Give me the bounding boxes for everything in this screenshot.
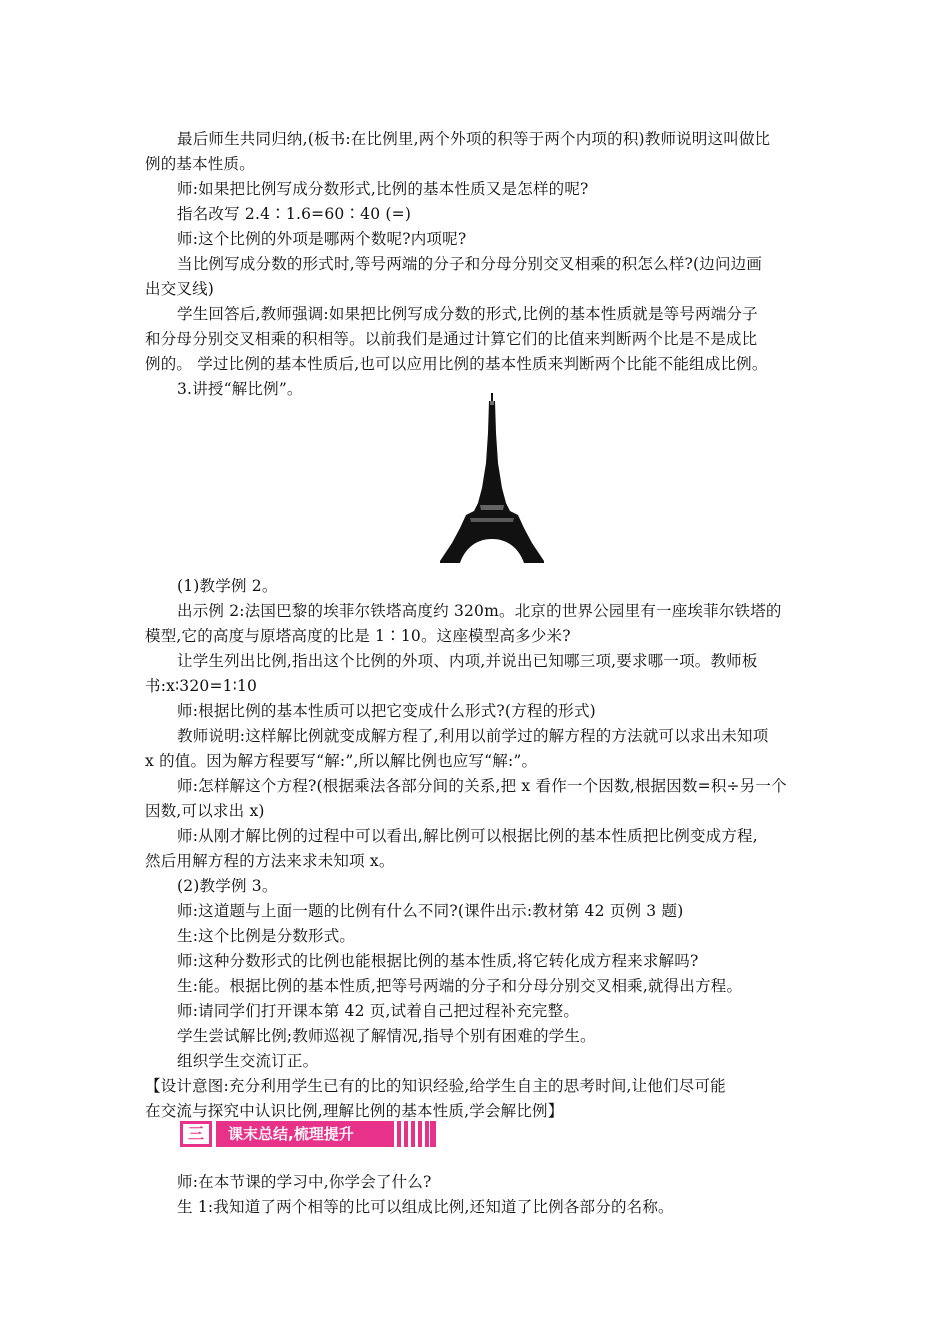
- section-title-bar: [216, 1121, 436, 1147]
- paragraph-line: 学生回答后,教师强调:如果把比例写成分数的形式,比例的基本性质就是等号两端分子: [177, 305, 758, 323]
- paragraph-line: 指名改写 2.4∶1.6=60∶40 (=): [177, 205, 412, 223]
- paragraph-line: 生 1:我知道了两个相等的比可以组成比例,还知道了比例各部分的名称。: [177, 1198, 674, 1216]
- paragraph-line: 师:在本节课的学习中,你学会了什么?: [177, 1173, 432, 1191]
- paragraph-line: 师:从刚才解比例的过程中可以看出,解比例可以根据比例的基本性质把比例变成方程,: [177, 827, 758, 845]
- paragraph-line: 例的基本性质。: [145, 155, 255, 173]
- paragraph-line: 学生尝试解比例;教师巡视了解情况,指导个别有困难的学生。: [177, 1027, 596, 1045]
- paragraph-line: 师:这道题与上面一题的比例有什么不同?(课件出示:教材第 42 页例 3 题): [177, 902, 684, 920]
- paragraph-line: 书:x∶320=1∶10: [145, 677, 258, 695]
- paragraph-line: 生:这个比例是分数形式。: [177, 927, 356, 945]
- paragraph-line: 师:如果把比例写成分数形式,比例的基本性质又是怎样的呢?: [177, 180, 589, 198]
- section-title: 课末总结,梳理提升: [228, 1125, 354, 1143]
- paragraph-line: 出示例 2:法国巴黎的埃菲尔铁塔高度约 320m。北京的世界公园里有一座埃菲尔铁塔的: [177, 602, 782, 620]
- paragraph-line: 师:怎样解这个方程?(根据乘法各部分间的关系,把 x 看作一个因数,根据因数=积÷另一个: [177, 777, 787, 795]
- paragraph-line: (1)教学例 2。: [177, 577, 278, 595]
- paragraph-line: 例的。 学过比例的基本性质后,也可以应用比例的基本性质来判断两个比能不能组成比例。: [145, 355, 768, 373]
- paragraph-line: x 的值。因为解方程要写“解:”,所以解比例也应写“解:”。: [145, 752, 538, 770]
- paragraph-line: 模型,它的高度与原塔高度的比是 1∶10。这座模型高多少米?: [145, 627, 571, 645]
- decorative-stripes: [390, 1121, 430, 1147]
- paragraph-line: 出交叉线): [145, 280, 215, 298]
- paragraph-line: (2)教学例 3。: [177, 877, 278, 895]
- design-intent-line: 【设计意图:充分利用学生已有的比的知识经验,给学生自主的思考时间,让他们尽可能: [145, 1077, 726, 1095]
- paragraph-line: 和分母分别交叉相乘的积相等。以前我们是通过计算它们的比值来判断两个比是不是成比: [145, 330, 758, 348]
- eiffel-tower-image: [440, 393, 544, 563]
- design-intent-line: 在交流与探究中认识比例,理解比例的基本性质,学会解比例】: [145, 1102, 564, 1120]
- paragraph-line: 然后用解方程的方法来求未知项 x。: [145, 852, 395, 870]
- paragraph-line: 组织学生交流订正。: [177, 1052, 319, 1070]
- paragraph-line: 让学生列出比例,指出这个比例的外项、内项,并说出已知哪三项,要求哪一项。教师板: [177, 652, 758, 670]
- section-number: 三: [183, 1124, 209, 1144]
- paragraph-line: 生:能。根据比例的基本性质,把等号两端的分子和分母分别交叉相乘,就得出方程。: [177, 977, 743, 995]
- section-number-box: [180, 1121, 212, 1147]
- paragraph-line: 师:这种分数形式的比例也能根据比例的基本性质,将它转化成方程来求解吗?: [177, 952, 699, 970]
- paragraph-line: 最后师生共同归纳,(板书:在比例里,两个外项的积等于两个内项的积)教师说明这叫做比: [177, 130, 771, 148]
- paragraph-line: 3.讲授“解比例”。: [177, 380, 303, 398]
- paragraph-line: 当比例写成分数的形式时,等号两端的分子和分母分别交叉相乘的积怎么样?(边问边画: [177, 255, 763, 273]
- paragraph-line: 教师说明:这样解比例就变成解方程了,利用以前学过的解方程的方法就可以求出未知项: [177, 727, 769, 745]
- section-banner: [180, 1121, 436, 1147]
- paragraph-line: 师:这个比例的外项是哪两个数呢?内项呢?: [177, 230, 467, 248]
- paragraph-line: 师:根据比例的基本性质可以把它变成什么形式?(方程的形式): [177, 702, 596, 720]
- paragraph-line: 师:请同学们打开课本第 42 页,试着自己把过程补充完整。: [177, 1002, 580, 1020]
- paragraph-line: 因数,可以求出 x): [145, 802, 265, 820]
